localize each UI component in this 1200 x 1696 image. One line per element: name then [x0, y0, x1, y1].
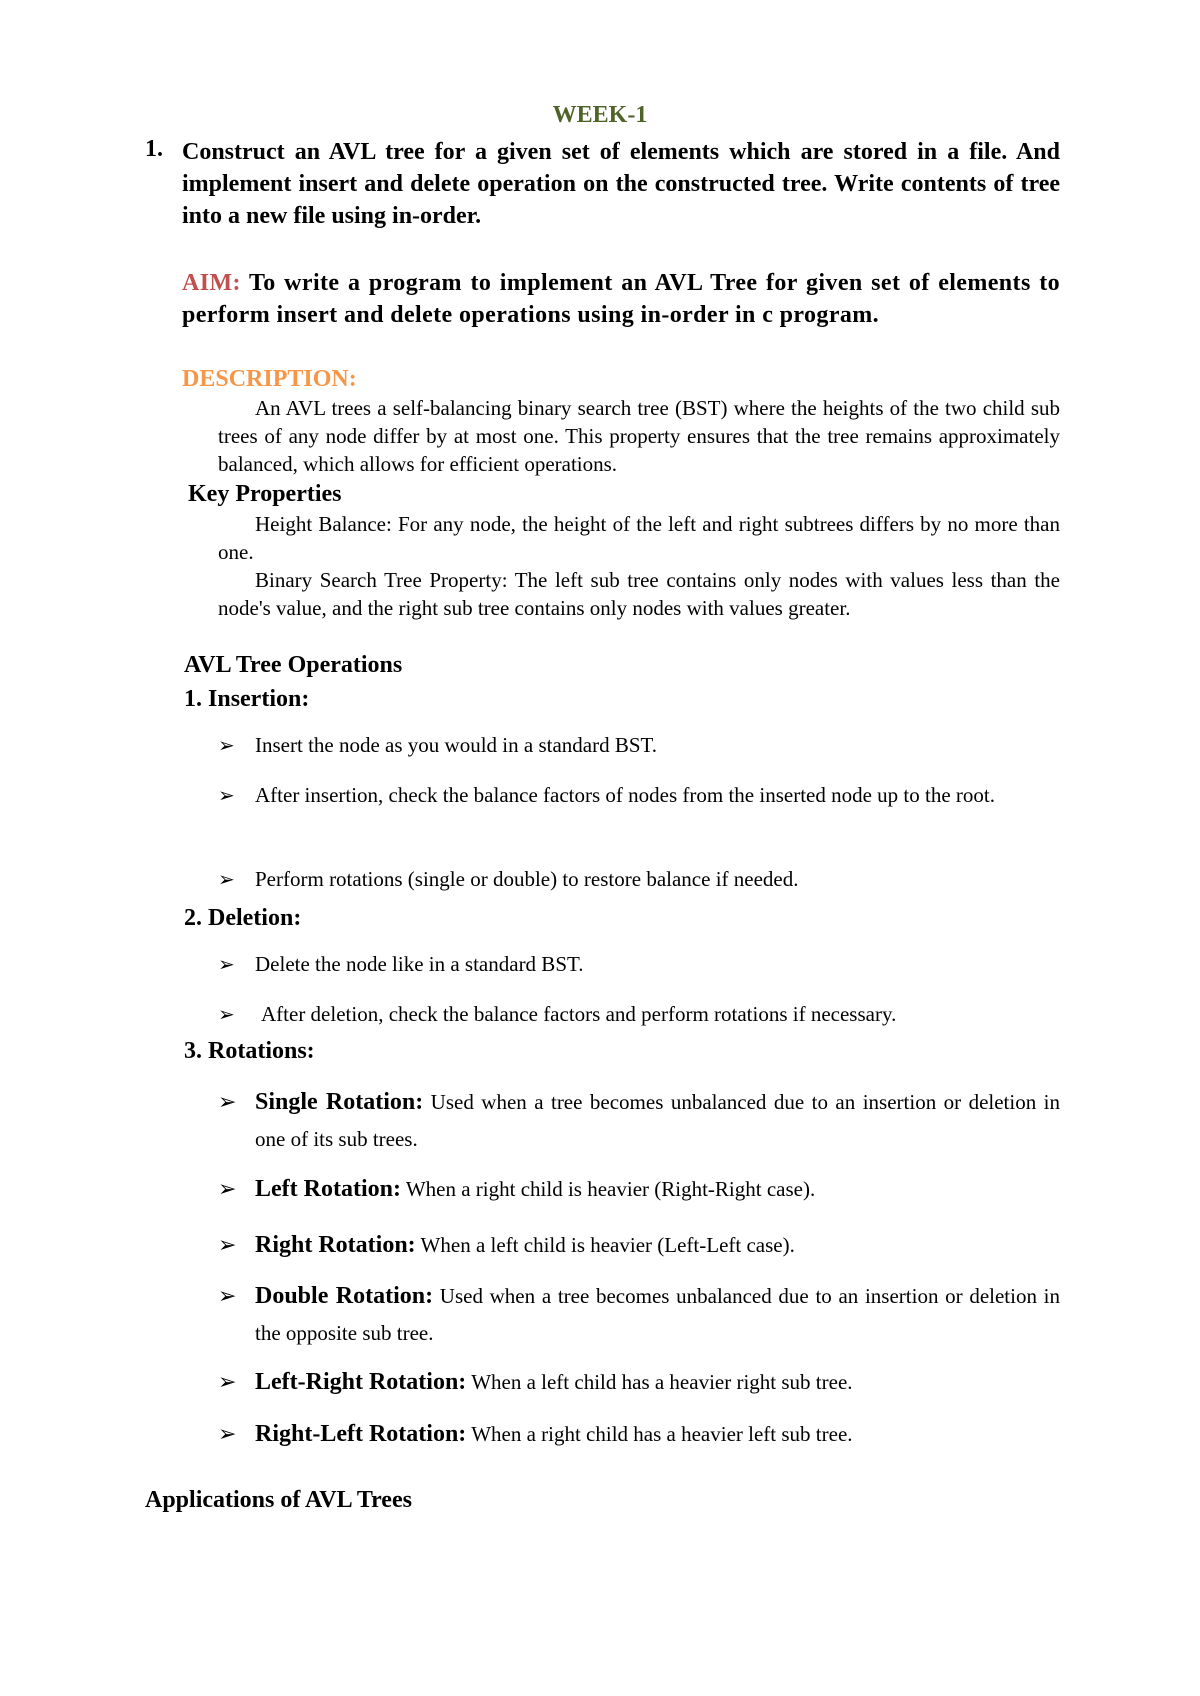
insertion-title: 1. Insertion: [184, 686, 310, 712]
list-item: ➢ Right Rotation: When a left child is heavier (Left-Left case). [218, 1227, 1060, 1264]
list-item: ➢ After insertion, check the balance factors of nodes from the inserted node up to the root. [218, 777, 1060, 814]
arrow-bullet-icon: ➢ [218, 1370, 237, 1395]
applications-title: Applications of AVL Trees [145, 1487, 412, 1513]
aim-paragraph [182, 267, 1060, 331]
arrow-bullet-icon: ➢ [218, 1284, 237, 1309]
rotations-title: 3. Rotations: [184, 1038, 315, 1064]
list-item: ➢ Single Rotation: Used when a tree becomes unbalanced due to an insertion or deletion in one of its sub trees. [218, 1084, 1060, 1158]
arrow-bullet-icon: ➢ [218, 1177, 237, 1202]
aim-text: To write a program to implement an AVL Tree for given set of elements to perform insert and delete operations using in-order in c program. [182, 270, 1061, 328]
list-item: ➢ Delete the node like in a standard BST. [218, 946, 1060, 983]
height-balance-text: Height Balance: For any node, the height of the left and right subtrees differs by no more than one. [218, 512, 1060, 564]
description-title: DESCRIPTION: [182, 366, 357, 392]
arrow-bullet-icon: ➢ [218, 783, 235, 807]
operations-title: AVL Tree Operations [184, 652, 403, 678]
arrow-bullet-icon: ➢ [218, 952, 235, 976]
arrow-bullet-icon: ➢ [218, 1002, 235, 1026]
arrow-bullet-icon: ➢ [218, 1090, 237, 1115]
list-item: ➢ Right-Left Rotation: When a right child has a heavier left sub tree. [218, 1416, 1060, 1453]
description-text: An AVL trees a self-balancing binary search tree (BST) where the heights of the two child sub trees of any node differ by at most one. This property ensures that the tree remains approximately balanced, which allows for efficient operations. [218, 396, 1060, 476]
list-item: ➢ Double Rotation: Used when a tree becomes unbalanced due to an insertion or deletion in the opposite sub tree. [218, 1278, 1060, 1352]
question-number: 1. [145, 136, 163, 162]
list-item: ➢ Perform rotations (single or double) to restore balance if needed. [218, 861, 1060, 898]
description-paragraph [218, 394, 1060, 478]
bst-property-text: Binary Search Tree Property: The left sub tree contains only nodes with values less than the node's value, and the right sub tree contains only nodes with values greater. [218, 568, 1060, 620]
height-balance-paragraph [218, 510, 1060, 566]
list-item: ➢ After deletion, check the balance factors and perform rotations if necessary. [218, 996, 1060, 1033]
deletion-title: 2. Deletion: [184, 905, 302, 931]
list-item: ➢ Left-Right Rotation: When a left child has a heavier right sub tree. [218, 1364, 1060, 1401]
arrow-bullet-icon: ➢ [218, 1422, 237, 1447]
key-properties-title: Key Properties [188, 481, 342, 507]
aim-label: AIM: [182, 270, 241, 296]
arrow-bullet-icon: ➢ [218, 733, 235, 757]
list-item: ➢ Left Rotation: When a right child is heavier (Right-Right case). [218, 1171, 1060, 1208]
bst-property-paragraph [218, 566, 1060, 622]
week-title: WEEK-1 [552, 102, 648, 128]
arrow-bullet-icon: ➢ [218, 867, 235, 891]
list-item: ➢ Insert the node as you would in a standard BST. [218, 727, 1060, 764]
question-text: Construct an AVL tree for a given set of elements which are stored in a file. And implement insert and delete operation on the constructed tree. Write contents of tree into a new file using in-order. [182, 139, 1060, 229]
arrow-bullet-icon: ➢ [218, 1233, 237, 1258]
